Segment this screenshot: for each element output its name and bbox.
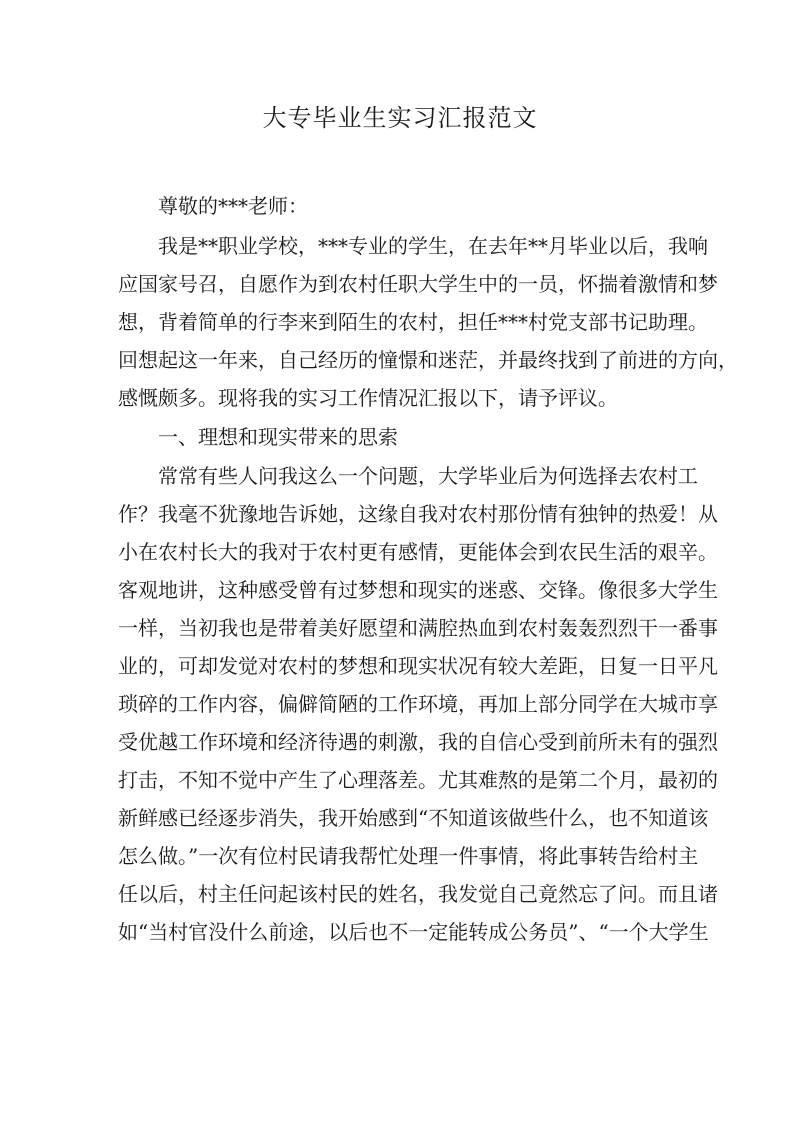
paragraph-2-line: 受优越工作环境和经济待遇的刺激，我的自信心受到前所未有的强烈	[118, 730, 718, 754]
paragraph-2-line: 打击，不知不觉中产生了心理落差。尤其难熬的是第二个月，最初的	[118, 768, 718, 792]
paragraph-1-line: 我是**职业学校，***专业的学生，在去年**月毕业以后，我响	[158, 234, 708, 258]
paragraph-2-line: 琐碎的工作内容，偏僻简陋的工作环境，再加上部分同学在大城市享	[118, 692, 718, 716]
paragraph-2-line: 一样，当初我也是带着美好愿望和满腔热血到农村轰轰烈烈干一番事	[118, 616, 718, 640]
salutation: 尊敬的***老师：	[158, 194, 308, 218]
paragraph-2-line: 作？我毫不犹豫地告诉她，这缘自我对农村那份情有独钟的热爱！从	[118, 502, 718, 526]
paragraph-2-line: 业的，可却发觉对农村的梦想和现实状况有较大差距，日复一日平凡	[118, 654, 718, 678]
paragraph-2-line: 客观地讲，这种感受曾有过梦想和现实的迷惑、交锋。像很多大学生	[118, 578, 718, 602]
paragraph-2-line: 常常有些人问我这么一个问题，大学毕业后为何选择去农村工	[158, 464, 698, 488]
paragraph-2-line: 如“当村官没什么前途，以后也不一定能转成公务员”、“一个大学生	[118, 920, 709, 944]
section-heading: 一、理想和现实带来的思索	[158, 425, 398, 449]
paragraph-2-line: 任以后，村主任问起该村民的姓名，我发觉自己竟然忘了问。而且诸	[118, 882, 718, 906]
document-title: 大专毕业生实习汇报范文	[262, 104, 538, 132]
paragraph-1-line: 应国家号召，自愿作为到农村任职大学生中的一员，怀揣着激情和梦	[118, 272, 718, 296]
paragraph-1-line: 想，背着简单的行李来到陌生的农村，担任***村党支部书记助理。	[118, 310, 708, 334]
paragraph-1-line: 回想起这一年来，自己经历的憧憬和迷茫，并最终找到了前进的方向，	[118, 348, 738, 372]
paragraph-1-line: 感慨颇多。现将我的实习工作情况汇报以下，请予评议。	[118, 386, 618, 410]
paragraph-2-line: 怎么做。”一次有位村民请我帮忙处理一件事情，将此事转告给村主	[118, 844, 699, 868]
paragraph-2-line: 小在农村长大的我对于农村更有感情，更能体会到农民生活的艰辛。	[118, 540, 718, 564]
paragraph-2-line: 新鲜感已经逐步消失，我开始感到“不知道该做些什么，也不知道该	[118, 806, 709, 830]
